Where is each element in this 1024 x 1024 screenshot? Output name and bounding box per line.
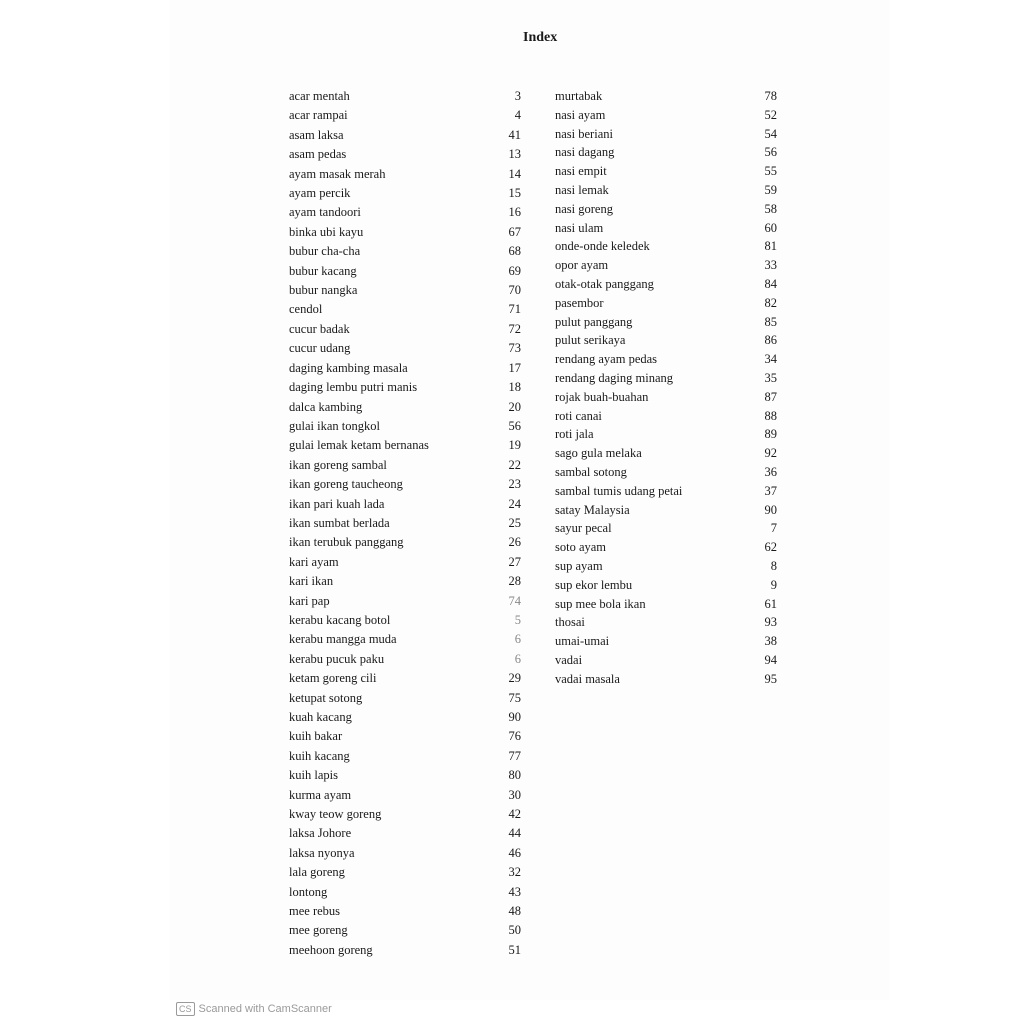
index-entry — [289, 747, 521, 766]
index-entry — [555, 369, 777, 388]
index-term: kuih bakar — [289, 729, 343, 744]
index-entry — [555, 106, 777, 125]
index-term: nasi ayam — [555, 107, 606, 122]
index-page-number: 56 — [764, 145, 777, 160]
watermark-text: Scanned with CamScanner — [198, 1003, 332, 1015]
index-page-number: 54 — [764, 126, 777, 141]
index-term: gulai lemak ketam bernanas — [289, 438, 429, 453]
index-term: thosai — [555, 615, 585, 630]
index-term: ikan terubuk panggang — [289, 535, 404, 550]
index-term: lala goreng — [289, 865, 345, 880]
index-term: acar rampai — [289, 108, 348, 123]
index-term: umai-umai — [555, 634, 610, 649]
index-entry — [555, 482, 777, 501]
index-page-number: 25 — [508, 515, 521, 530]
index-entry — [555, 388, 777, 407]
index-term: rendang ayam pedas — [555, 352, 658, 367]
index-entry — [555, 463, 777, 482]
index-entry — [289, 630, 521, 649]
index-entry — [289, 844, 521, 863]
index-term: kuih kacang — [289, 748, 350, 763]
index-page-number: 76 — [508, 729, 521, 744]
index-entry — [289, 300, 521, 319]
index-term: opor ayam — [555, 258, 609, 273]
index-entry — [289, 165, 521, 184]
index-page-number: 95 — [764, 671, 777, 686]
index-entry — [289, 417, 521, 436]
index-entry — [289, 456, 521, 475]
index-term: pasembor — [555, 295, 604, 310]
index-entry — [289, 786, 521, 805]
index-page-number: 70 — [508, 283, 521, 298]
index-term: kerabu mangga muda — [289, 632, 397, 647]
index-entry — [289, 941, 521, 960]
index-entry — [555, 313, 777, 332]
index-entry — [289, 902, 521, 921]
index-term: ketupat sotong — [289, 690, 363, 705]
index-term: roti jala — [555, 427, 594, 442]
index-entry — [289, 553, 521, 572]
index-entry — [555, 501, 777, 520]
index-entry — [289, 708, 521, 727]
index-entry — [555, 143, 777, 162]
index-entry — [555, 670, 777, 689]
index-page-number: 28 — [508, 574, 521, 589]
index-term: cucur badak — [289, 321, 350, 336]
index-term: nasi lemak — [555, 182, 609, 197]
index-term: daging lembu putri manis — [289, 380, 418, 395]
index-page-number: 50 — [508, 923, 521, 938]
index-page-number: 90 — [508, 710, 521, 724]
index-page-number: 93 — [764, 615, 777, 630]
index-left-column — [289, 87, 521, 960]
index-term: gulai ikan tongkol — [289, 418, 380, 433]
index-entry — [289, 805, 521, 824]
index-page-number: 90 — [764, 502, 777, 517]
index-page-number: 15 — [508, 186, 521, 201]
index-term: bubur nangka — [289, 283, 358, 298]
index-entry — [555, 275, 777, 294]
index-page-number: 20 — [508, 399, 521, 414]
index-entry — [289, 281, 521, 300]
index-page-number: 73 — [508, 341, 521, 356]
index-page-number: 86 — [764, 333, 777, 348]
index-page-number: 89 — [764, 427, 777, 442]
index-term: cucur udang — [289, 341, 351, 356]
index-term: ikan goreng sambal — [289, 457, 387, 472]
index-page-number: 82 — [764, 295, 777, 310]
index-page-number: 51 — [508, 942, 521, 957]
scanner-watermark — [176, 1002, 332, 1016]
index-page-number: 41 — [508, 127, 521, 142]
index-entry — [555, 350, 777, 369]
index-term: laksa Johore — [289, 826, 352, 841]
index-page-number: 34 — [764, 352, 777, 367]
index-page-number: 9 — [770, 577, 777, 592]
index-page-number: 59 — [764, 182, 777, 197]
index-term: kurma ayam — [289, 787, 352, 802]
index-page-number: 4 — [514, 108, 521, 123]
page-title: Index — [523, 30, 558, 45]
index-page-number: 60 — [764, 220, 777, 235]
index-page-number: 7 — [770, 521, 777, 536]
index-page-number: 78 — [764, 89, 777, 103]
index-page-number: 22 — [508, 457, 521, 472]
index-term: meehoon goreng — [289, 942, 373, 957]
index-page-number: 46 — [508, 845, 521, 860]
index-entry — [555, 294, 777, 313]
index-entry — [289, 650, 521, 669]
index-page-number: 6 — [514, 651, 521, 666]
index-term: kuih lapis — [289, 768, 338, 783]
index-term: sup ayam — [555, 558, 603, 573]
index-page-number: 81 — [764, 239, 777, 254]
index-entry — [289, 262, 521, 281]
index-entry — [289, 145, 521, 164]
index-term: vadai masala — [555, 671, 620, 686]
index-page-number: 71 — [508, 302, 521, 317]
index-term: sup ekor lembu — [555, 577, 633, 592]
index-page-number: 87 — [764, 389, 777, 404]
index-entry — [289, 126, 521, 145]
index-entry — [289, 495, 521, 514]
index-page-number: 43 — [508, 884, 521, 899]
index-term: kuah kacang — [289, 710, 352, 724]
index-page-number: 27 — [508, 554, 521, 569]
index-page-number: 26 — [508, 535, 521, 550]
index-page-number: 75 — [508, 690, 521, 705]
index-entry — [289, 398, 521, 417]
index-entry — [555, 651, 777, 670]
index-term: sambal sotong — [555, 464, 627, 479]
index-term: mee goreng — [289, 923, 348, 938]
index-page-number: 6 — [514, 632, 521, 647]
index-term: dalca kambing — [289, 399, 363, 414]
index-page-number: 3 — [514, 89, 521, 103]
index-entry — [289, 339, 521, 358]
index-term: ikan goreng taucheong — [289, 477, 403, 492]
index-entry — [289, 106, 521, 125]
index-entry — [555, 125, 777, 144]
index-page-number: 85 — [764, 314, 777, 329]
index-term: bubur kacang — [289, 263, 357, 278]
index-page-number: 84 — [764, 276, 777, 291]
index-entry — [289, 533, 521, 552]
index-term: rojak buah-buahan — [555, 389, 649, 404]
index-term: onde-onde keledek — [555, 239, 650, 254]
index-entry — [289, 572, 521, 591]
index-page-number: 14 — [508, 166, 521, 181]
index-page-number: 33 — [764, 258, 777, 273]
index-term: sambal tumis udang petai — [555, 483, 683, 498]
index-page-number: 38 — [764, 634, 777, 649]
camscanner-icon: CS — [176, 1002, 195, 1016]
index-term: ikan pari kuah lada — [289, 496, 385, 511]
index-entry — [289, 611, 521, 630]
index-entry — [555, 181, 777, 200]
index-entry — [555, 557, 777, 576]
index-page-number: 44 — [508, 826, 521, 841]
index-term: roti canai — [555, 408, 602, 423]
index-entry — [555, 200, 777, 219]
index-page-number: 13 — [508, 147, 521, 162]
index-term: kari pap — [289, 593, 330, 608]
index-entry — [555, 162, 777, 181]
index-entry — [289, 203, 521, 222]
index-term: mee rebus — [289, 904, 341, 919]
index-page-number: 92 — [764, 446, 777, 461]
index-entry — [289, 223, 521, 242]
index-term: kari ayam — [289, 554, 339, 569]
index-term: kari ikan — [289, 574, 334, 589]
index-term: acar mentah — [289, 89, 350, 103]
index-page-number: 35 — [764, 370, 777, 385]
index-term: pulut panggang — [555, 314, 633, 329]
index-entry — [289, 378, 521, 397]
index-entry — [555, 576, 777, 595]
index-page-number: 62 — [764, 540, 777, 555]
index-page-number: 88 — [764, 408, 777, 423]
index-page-number: 18 — [508, 380, 521, 395]
index-page-number: 74 — [508, 593, 521, 608]
index-entry — [555, 632, 777, 651]
index-entry — [555, 331, 777, 350]
index-entry — [555, 519, 777, 538]
index-entry — [289, 883, 521, 902]
index-term: nasi dagang — [555, 145, 615, 160]
index-page-number: 8 — [770, 558, 777, 573]
index-term: ayam tandoori — [289, 205, 361, 220]
index-right-column — [555, 87, 777, 689]
scanned-page — [170, 0, 890, 1000]
index-page-number: 16 — [508, 205, 521, 220]
index-entry — [289, 921, 521, 940]
index-term: murtabak — [555, 89, 603, 103]
index-entry — [289, 766, 521, 785]
index-term: satay Malaysia — [555, 502, 630, 517]
index-entry — [289, 359, 521, 378]
index-term: nasi empit — [555, 164, 607, 179]
index-term: bubur cha-cha — [289, 244, 361, 259]
index-entry — [289, 592, 521, 611]
index-entry — [555, 407, 777, 426]
index-page-number: 30 — [508, 787, 521, 802]
index-term: soto ayam — [555, 540, 607, 555]
index-entry — [555, 613, 777, 632]
index-entry — [555, 87, 777, 106]
index-entry — [555, 444, 777, 463]
index-entry — [289, 320, 521, 339]
index-term: kerabu pucuk paku — [289, 651, 385, 666]
index-page-number: 68 — [508, 244, 521, 259]
index-term: vadai — [555, 652, 583, 667]
index-term: otak-otak panggang — [555, 276, 654, 291]
index-term: lontong — [289, 884, 328, 899]
index-term: cendol — [289, 302, 323, 317]
index-term: sago gula melaka — [555, 446, 642, 461]
index-page-number: 80 — [508, 768, 521, 783]
index-entry — [289, 87, 521, 106]
index-page-number: 23 — [508, 477, 521, 492]
index-page-number: 77 — [508, 748, 521, 763]
index-entry — [289, 669, 521, 688]
index-page-number: 69 — [508, 263, 521, 278]
index-page-number: 94 — [764, 652, 777, 667]
index-term: ayam percik — [289, 186, 351, 201]
index-entry — [555, 595, 777, 614]
index-entry — [289, 514, 521, 533]
index-page-number: 32 — [508, 865, 521, 880]
index-page-number: 42 — [508, 807, 521, 822]
index-term: kway teow goreng — [289, 807, 382, 822]
index-term: asam laksa — [289, 127, 344, 142]
index-entry — [289, 436, 521, 455]
index-page-number: 52 — [764, 107, 777, 122]
index-term: binka ubi kayu — [289, 224, 364, 239]
index-term: kerabu kacang botol — [289, 612, 391, 627]
index-page-number: 72 — [508, 321, 521, 336]
index-page-number: 56 — [508, 418, 521, 433]
index-term: nasi beriani — [555, 126, 613, 141]
index-entry — [555, 256, 777, 275]
index-entry — [289, 727, 521, 746]
index-page-number: 67 — [508, 224, 521, 239]
index-page-number: 61 — [764, 596, 777, 611]
index-term: ketam goreng cili — [289, 671, 377, 686]
index-term: rendang daging minang — [555, 370, 674, 385]
index-entry — [289, 475, 521, 494]
index-page-number: 19 — [508, 438, 521, 453]
index-page-number: 36 — [764, 464, 777, 479]
index-term: nasi ulam — [555, 220, 604, 235]
index-entry — [289, 824, 521, 843]
index-entry — [555, 219, 777, 238]
index-term: pulut serikaya — [555, 333, 626, 348]
index-page-number: 24 — [508, 496, 521, 511]
index-entry — [289, 184, 521, 203]
index-page-number: 29 — [508, 671, 521, 686]
index-entry — [289, 242, 521, 261]
index-page-number: 17 — [508, 360, 521, 375]
index-term: sayur pecal — [555, 521, 612, 536]
index-term: ikan sumbat berlada — [289, 515, 390, 530]
index-page-number: 37 — [764, 483, 777, 498]
index-entry — [555, 538, 777, 557]
index-page-number: 5 — [514, 612, 521, 627]
index-term: daging kambing masala — [289, 360, 408, 375]
index-entry — [555, 425, 777, 444]
index-term: sup mee bola ikan — [555, 596, 646, 611]
index-term: laksa nyonya — [289, 845, 355, 860]
index-entry — [555, 237, 777, 256]
index-term: nasi goreng — [555, 201, 613, 216]
index-entry — [289, 863, 521, 882]
index-term: ayam masak merah — [289, 166, 386, 181]
index-page-number: 55 — [764, 164, 777, 179]
index-page-number: 58 — [764, 201, 777, 216]
index-term: asam pedas — [289, 147, 347, 162]
index-entry — [289, 689, 521, 708]
index-page-number: 48 — [508, 904, 521, 919]
